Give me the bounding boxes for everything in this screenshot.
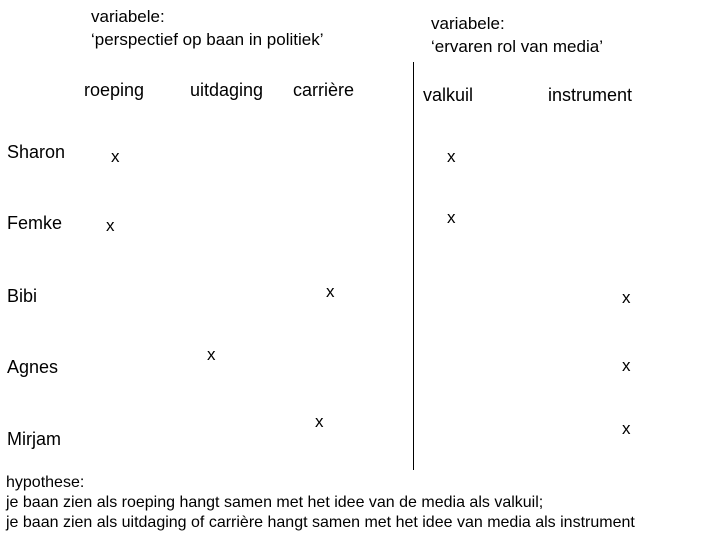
right-variable-label: variabele: [431, 14, 505, 33]
row-label-mirjam: Mirjam [7, 429, 61, 449]
right-variable-name: ‘ervaren rol van media’ [431, 37, 603, 56]
mark-agnes-instrument: x [622, 356, 631, 375]
row-label-femke: Femke [7, 213, 63, 233]
left-variable-name: ‘perspectief op baan in politiek’ [91, 30, 324, 49]
mark-sharon-roeping: x [111, 147, 120, 166]
mark-bibi-instrument: x [622, 288, 631, 307]
row-label-sharon: Sharon [7, 142, 66, 162]
column-header-instrument: instrument [548, 85, 633, 105]
left-variable-label: variabele: [91, 7, 165, 26]
column-divider [413, 62, 414, 470]
row-label-agnes: Agnes [7, 357, 59, 377]
mark-bibi-carriere: x [326, 282, 335, 301]
column-header-roeping: roeping [84, 80, 145, 100]
hypothesis-line-2: je baan zien als uitdaging of carrière hangt samen met het idee van media als instrument [6, 514, 635, 531]
mark-sharon-valkuil: x [447, 147, 456, 166]
right-variable-heading [431, 12, 603, 58]
hypothesis-title: hypothese: [6, 474, 85, 491]
hypothesis-block [6, 473, 635, 533]
column-header-valkuil: valkuil [423, 85, 474, 105]
mark-femke-valkuil: x [447, 208, 456, 227]
mark-mirjam-instrument: x [622, 419, 631, 438]
row-label-bibi: Bibi [7, 286, 38, 306]
left-variable-heading [91, 5, 323, 51]
mark-agnes-uitdaging: x [207, 345, 216, 364]
column-header-carriere: carrière [293, 80, 355, 100]
column-header-uitdaging: uitdaging [190, 80, 264, 100]
mark-mirjam-carriere: x [315, 412, 324, 431]
mark-femke-roeping: x [106, 216, 115, 235]
hypothesis-line-1: je baan zien als roeping hangt samen met het idee van de media als valkuil; [6, 494, 544, 511]
